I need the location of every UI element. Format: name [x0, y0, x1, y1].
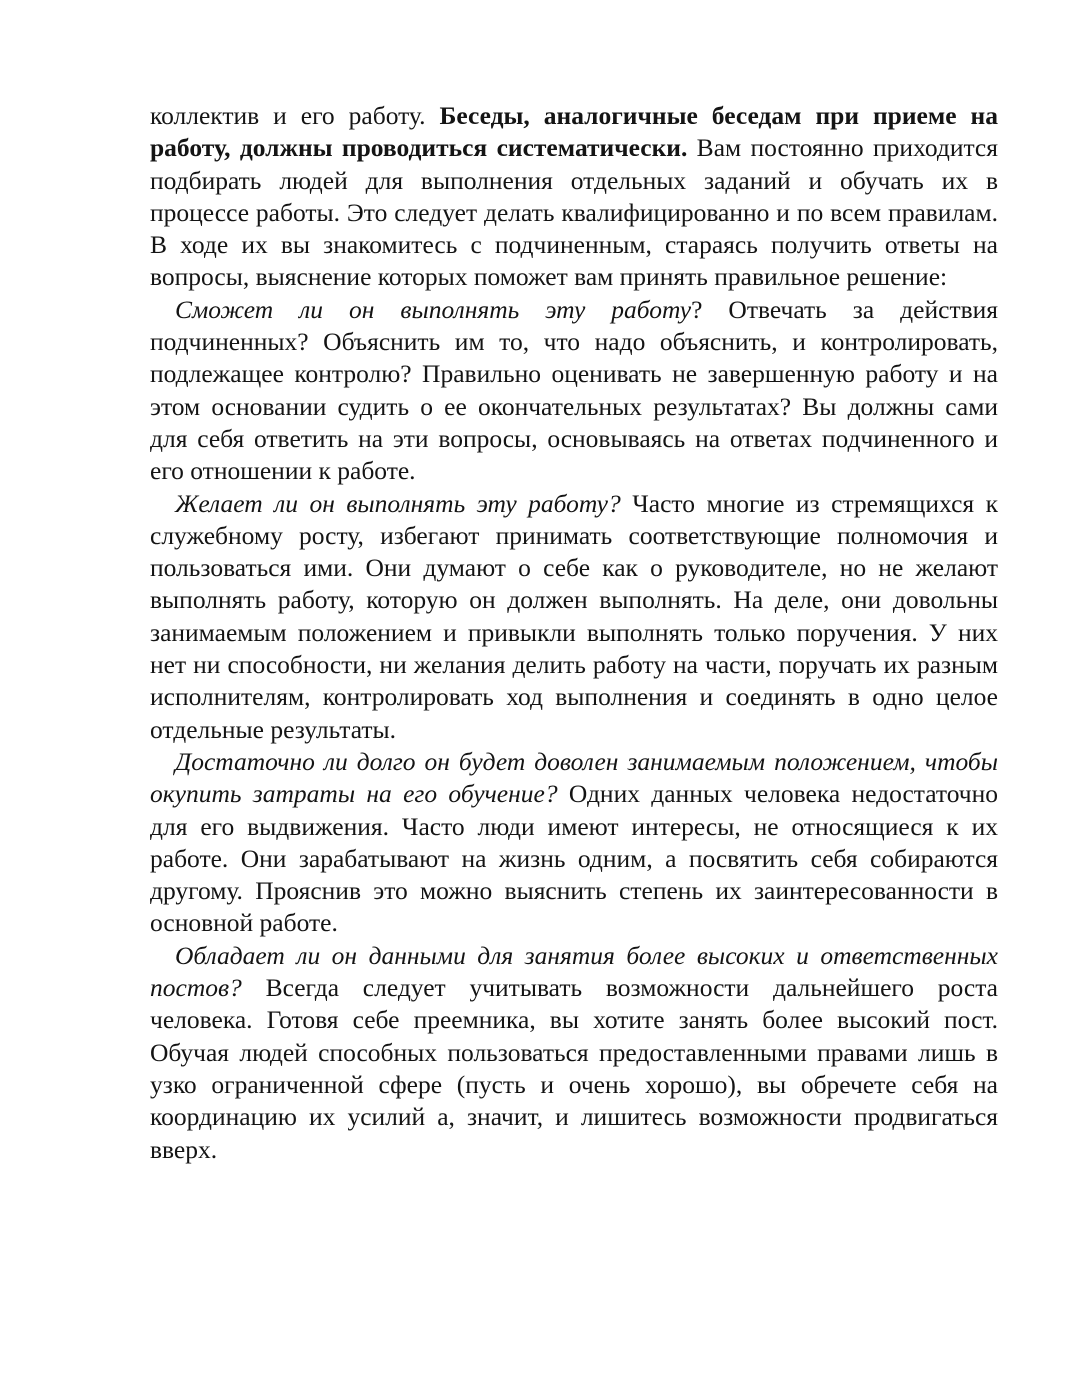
- paragraph-question-1: [150, 294, 998, 488]
- italic-question: Достаточно ли долго он будет доволен занимаемым положением, чтобы окупить затраты на его обучение?: [150, 746, 998, 809]
- text-run: Всегда следует учитывать возможности дальнейшего роста человека. Готовя себе преемника, вы хотите занять более высокий пост. Обучая людей способных пользоваться предоставленными правами лишь в узко ограниченной сфере (пусть и очень хорошо), вы обречете себя на координацию их усилий а, значит, и лишитесь возможности продвигаться вверх.: [150, 973, 998, 1164]
- paragraph-intro: [150, 100, 998, 294]
- italic-question: Обладает ли он данными для занятия более высоких и ответственных постов?: [150, 940, 998, 1003]
- text-run: коллектив и его работу.: [150, 101, 440, 130]
- text-run: Вам постоянно приходится подбирать людей для выполнения отдельных заданий и обучать их в процессе работы. Это следует делать квалифицированно и по всем правилам. В ходе их вы знакомитесь с подчиненным, стараясь получить ответы на вопросы, выяснение которых поможет вам принять правильное решение:: [150, 133, 998, 292]
- text-run: Одних данных человека недостаточно для его выдвижения. Часто люди имеют интересы, не относящиеся к их работе. Они зарабатывают на жизнь одним, а посвятить себя собираются другому. Прояснив это можно выяснить степень их заинтересованности в основной работе.: [150, 779, 998, 938]
- paragraph-question-4: [150, 940, 998, 1166]
- paragraph-question-3: [150, 746, 998, 940]
- paragraph-question-2: [150, 488, 998, 746]
- italic-question: Желает ли он выполнять эту работу?: [175, 488, 621, 518]
- text-run: ? Отвечать за действия подчиненных? Объяснить им то, что надо объяснить, и контролировать, подлежащее контролю? Правильно оценивать не завершенную работу и на этом основании судить о ее окончательных результатах? Вы должны сами для себя ответить на эти вопросы, основываясь на ответах подчиненного и его отношении к работе.: [150, 294, 999, 486]
- document-page: [150, 100, 998, 1166]
- bold-text-run: Беседы, аналогичные беседам при приеме на работу, должны проводиться систематически.: [150, 101, 998, 163]
- text-run: Часто многие из стремящихся к служебному росту, избегают принимать соответствующие полномочия и пользоваться ими. Они думают о себе как о руководителе, но не желают выполнять работу, которую он должен выполнять. На деле, они довольны занимаемым положением и привыкли выполнять только поручения. У них нет ни способности, ни желания делить работу на части, поручать их разным исполнителям, контролировать ход выполнения и соединять в одно целое отдельные результаты.: [150, 488, 998, 744]
- italic-question: Сможет ли он выполнять эту работу: [175, 294, 692, 324]
